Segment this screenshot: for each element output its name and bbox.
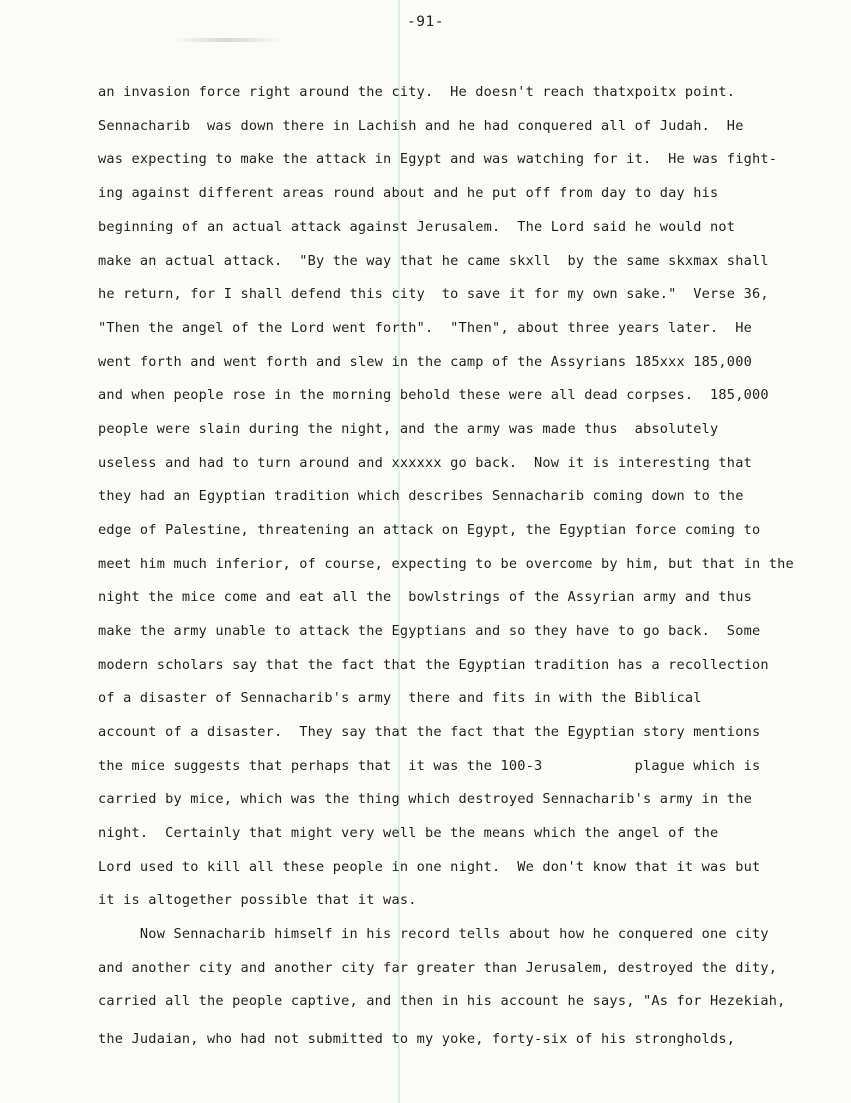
text-line-6: make an actual attack. "By the way that he came skxll by the same skxmax shall [98,253,769,269]
text-line-16: night the mice come and eat all the bowlstrings of the Assyrian army and thus [98,589,752,605]
text-line-5: beginning of an actual attack against Jerusalem. The Lord said he would not [98,219,736,235]
text-line-3: was expecting to make the attack in Egypt and was watching for it. He was fight- [98,151,778,167]
text-line-19: of a disaster of Sennacharib's army there and fits in with the Biblical [98,690,702,706]
text-line-2: Sennacharib was down there in Lachish and he had conquered all of Judah. He [98,118,744,134]
text-line-26: Now Sennacharib himself in his record tells about how he conquered one city [98,926,769,942]
text-line-12: useless and had to turn around and xxxxxx go back. Now it is interesting that [98,455,752,471]
paper-smudge [172,38,282,42]
text-line-13: they had an Egyptian tradition which describes Sennacharib coming down to the [98,488,744,504]
text-line-27: and another city and another city far greater than Jerusalem, destroyed the dity, [98,960,778,976]
text-line-18: modern scholars say that the fact that the Egyptian tradition has a recollection [98,657,769,673]
text-line-24: Lord used to kill all these people in one night. We don't know that it was but [98,859,761,875]
text-line-22: carried by mice, which was the thing which destroyed Sennacharib's army in the [98,791,752,807]
text-line-1: an invasion force right around the city. He doesn't reach thatxpoitx point. [98,84,736,100]
page-number: -91- [407,14,444,30]
text-line-9: went forth and went forth and slew in the camp of the Assyrians 185xxx 185,000 [98,354,752,370]
text-line-8: "Then the angel of the Lord went forth". "Then", about three years later. He [98,320,752,336]
text-line-15: meet him much inferior, of course, expecting to be overcome by him, but that in the [98,556,794,572]
text-line-4: ing against different areas round about and he put off from day to day his [98,185,719,201]
text-line-25: it is altogether possible that it was. [98,892,417,908]
text-line-14: edge of Palestine, threatening an attack on Egypt, the Egyptian force coming to [98,522,761,538]
text-line-17: make the army unable to attack the Egyptians and so they have to go back. Some [98,623,761,639]
text-line-20: account of a disaster. They say that the fact that the Egyptian story mentions [98,724,761,740]
text-line-10: and when people rose in the morning behold these were all dead corpses. 185,000 [98,387,769,403]
text-line-21: the mice suggests that perhaps that it was the 100-3 plague which is [98,758,761,774]
text-line-23: night. Certainly that might very well be the means which the angel of the [98,825,719,841]
text-line-29: the Judaian, who had not submitted to my yoke, forty-six of his strongholds, [98,1031,736,1047]
text-line-7: he return, for I shall defend this city to save it for my own sake." Verse 36, [98,286,769,302]
text-line-28: carried all the people captive, and then in his account he says, "As for Hezekiah, [98,993,786,1009]
text-line-11: people were slain during the night, and the army was made thus absolutely [98,421,719,437]
